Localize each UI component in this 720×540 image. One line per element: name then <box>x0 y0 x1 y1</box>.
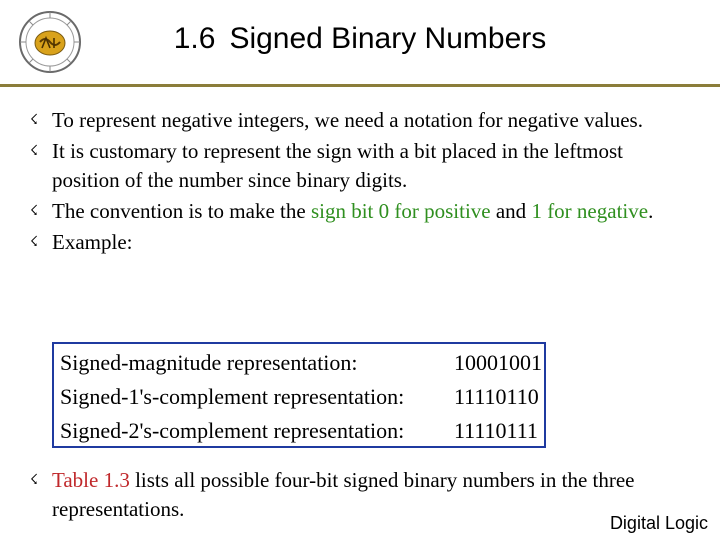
bullet-text: To represent negative integers, we need a notation for negative values. <box>52 108 643 132</box>
bullet-text: 1 for negative <box>531 199 649 223</box>
bullet-list <box>30 106 690 259</box>
example-value: 11110110 <box>454 384 539 409</box>
section-number: 1.6 <box>173 22 216 55</box>
bullet-text: It is customary to represent the sign with a bit placed in the leftmost position of the number since binary digits. <box>52 139 623 192</box>
bullet-item <box>30 106 690 135</box>
lightning-bullet-icon: ☇ <box>30 203 39 219</box>
bullet-item <box>30 137 690 195</box>
slide-title <box>0 22 720 56</box>
lightning-bullet-icon: ☇ <box>30 143 39 159</box>
lightning-bullet-icon: ☇ <box>30 234 39 250</box>
example-value: 11110111 <box>454 418 538 443</box>
bullet-item <box>30 466 690 524</box>
example-label: Signed-magnitude representation: <box>60 350 358 375</box>
title-text: Signed Binary Numbers <box>229 22 547 55</box>
bullet-item <box>30 228 690 257</box>
example-row <box>60 348 544 380</box>
example-label: Signed-2's-complement representation: <box>60 418 405 443</box>
title-divider <box>0 84 720 87</box>
example-value: 10001001 <box>454 350 542 375</box>
lightning-bullet-icon: ☇ <box>30 472 39 488</box>
bullet-list-bottom <box>30 466 690 526</box>
bullet-text: lists all possible four-bit signed binary numbers in the three representations. <box>52 468 635 521</box>
example-box <box>52 342 546 448</box>
bullet-text: The convention is to make the <box>52 199 311 223</box>
bullet-text: and <box>490 199 532 223</box>
footer-label: Digital Logic <box>609 513 708 533</box>
example-row <box>60 416 544 448</box>
bullet-text: . <box>648 199 654 223</box>
example-row <box>60 382 544 414</box>
lightning-bullet-icon: ☇ <box>30 112 39 128</box>
bullet-text: Table 1.3 <box>52 468 130 492</box>
bullet-text: Example: <box>52 230 133 254</box>
bullet-text: sign bit 0 for positive <box>310 199 491 223</box>
example-label: Signed-1's-complement representation: <box>60 384 405 409</box>
bullet-item <box>30 197 690 226</box>
